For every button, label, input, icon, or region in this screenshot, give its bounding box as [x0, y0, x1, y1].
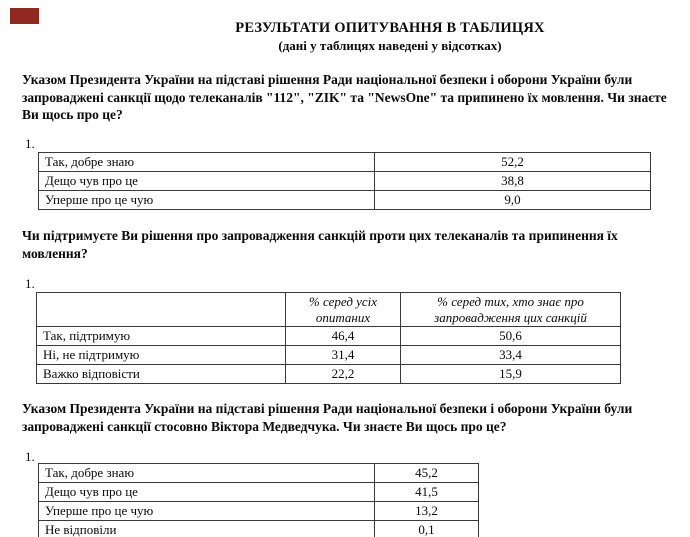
table-row [39, 521, 479, 537]
row-value: 38,8 [375, 172, 651, 191]
row-value: 50,6 [401, 327, 621, 346]
table-row [39, 464, 479, 483]
row-label: Дещо чув про це [39, 483, 375, 502]
column-header: % серед тих, хто знає про запровадження цих санкцій [401, 293, 621, 327]
table-header-row [37, 293, 621, 327]
row-label: Уперше про це чую [39, 191, 375, 210]
row-label: Уперше про це чую [39, 502, 375, 521]
table-row [39, 502, 479, 521]
question-paragraph-2: Чи підтримуєте Ви рішення про запровадження санкцій проти цих телеканалів та припинення їх мовлення? [22, 228, 618, 261]
row-value: 41,5 [375, 483, 479, 502]
row-value: 15,9 [401, 365, 621, 384]
row-label: Дещо чув про це [39, 172, 375, 191]
row-label: Важко відповісти [37, 365, 286, 384]
table-row [39, 172, 651, 191]
title-block [90, 20, 690, 54]
row-label: Так, добре знаю [39, 464, 375, 483]
list-marker-1: 1. [25, 136, 35, 151]
row-value: 33,4 [401, 346, 621, 365]
table-row [39, 153, 651, 172]
row-value: 0,1 [375, 521, 479, 537]
results-table-3 [38, 463, 479, 537]
table-row [39, 191, 651, 210]
row-value: 52,2 [375, 153, 651, 172]
row-label: Ні, не підтримую [37, 346, 286, 365]
page-subtitle: (дані у таблицях наведені у відсотках) [278, 38, 502, 53]
row-value: 22,2 [286, 365, 401, 384]
row-value: 46,4 [286, 327, 401, 346]
red-marker [10, 8, 39, 24]
table-row [37, 346, 621, 365]
row-value: 31,4 [286, 346, 401, 365]
row-value: 13,2 [375, 502, 479, 521]
column-header: % серед усіх опитаних [286, 293, 401, 327]
table-row [37, 327, 621, 346]
question-paragraph-3: Указом Президента України на підставі рішення Ради національної безпеки і оборони України були запроваджені санкції стосовно Віктора Медведчука. Чи знаєте Ви щось про це? [22, 401, 633, 434]
question-paragraph-1: Указом Президента України на підставі рішення Ради національної безпеки і оборони України були запроваджені санкції щодо телеканалів "112", "ZIK" та "NewsOne" та припинено їх мовлення. Чи знаєте Ви щось про це? [22, 72, 667, 122]
row-label: Не відповіли [39, 521, 375, 537]
list-marker-2: 1. [25, 276, 35, 291]
results-table-1 [38, 152, 651, 210]
row-value: 45,2 [375, 464, 479, 483]
list-marker-3: 1. [25, 449, 35, 464]
row-label: Так, підтримую [37, 327, 286, 346]
results-table-2 [36, 292, 621, 384]
table-row [39, 483, 479, 502]
row-value: 9,0 [375, 191, 651, 210]
page-title: РЕЗУЛЬТАТИ ОПИТУВАННЯ В ТАБЛИЦЯХ [235, 20, 545, 36]
empty-header-cell [37, 293, 286, 327]
row-label: Так, добре знаю [39, 153, 375, 172]
table-row [37, 365, 621, 384]
